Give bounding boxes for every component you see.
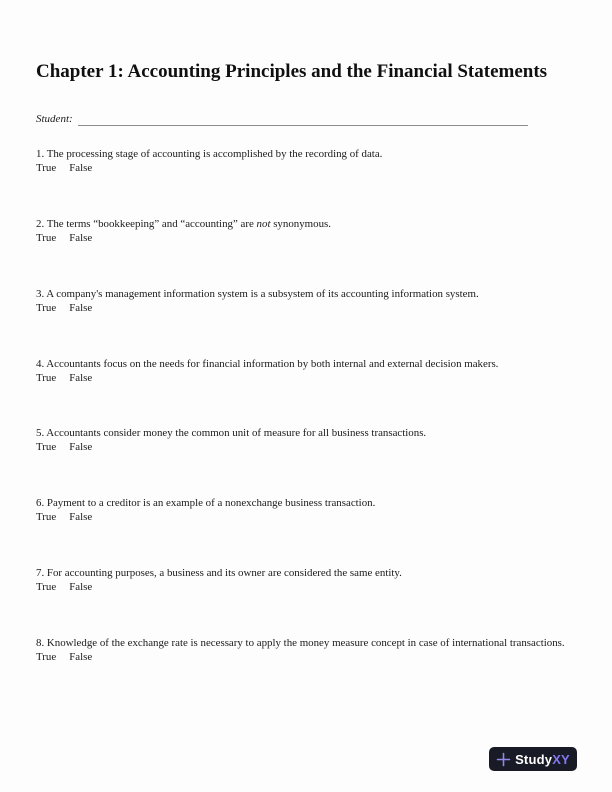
question-text: 2. The terms “bookkeeping” and “accounting” are not synonymous. [36,218,331,230]
answer-options-row [36,440,596,454]
student-name-row [36,112,528,126]
true-option[interactable]: True [36,651,57,663]
plus-icon [496,752,511,767]
student-name-blank [78,112,528,126]
question-item [36,566,596,594]
false-option[interactable]: False [69,162,93,174]
question-text: 5. Accountants consider money the common unit of measure for all business transactions. [36,427,427,439]
answer-options-row [36,510,596,524]
answer-options-row [36,161,596,175]
true-option[interactable]: True [36,511,57,523]
question-text: 6. Payment to a creditor is an example of a nonexchange business transaction. [36,497,376,509]
answer-options-row [36,580,596,594]
false-option[interactable]: False [69,511,93,523]
question-item [36,426,596,454]
false-option[interactable]: False [69,302,93,314]
false-option[interactable]: False [69,232,93,244]
studyxy-logo [489,747,577,771]
question-text: 8. Knowledge of the exchange rate is necessary to apply the money measure concept in case of international transactions. [36,637,565,649]
question-item [36,147,596,175]
true-option[interactable]: True [36,302,57,314]
false-option[interactable]: False [69,651,93,663]
logo-text-xy: XY [552,751,570,767]
question-text: 7. For accounting purposes, a business and its owner are considered the same entity. [36,567,402,579]
false-option[interactable]: False [69,581,93,593]
question-item [36,496,596,524]
question-item [36,217,596,245]
page-title: Chapter 1: Accounting Principles and the Financial Statements [36,61,548,82]
answer-options-row [36,301,596,315]
answer-options-row [36,371,596,385]
question-item [36,287,596,315]
question-text: 4. Accountants focus on the needs for financial information by both internal and external decision makers. [36,358,499,370]
question-text: 3. A company's management information system is a subsystem of its accounting information system. [36,288,479,300]
logo-wordmark [515,752,570,767]
false-option[interactable]: False [69,372,93,384]
false-option[interactable]: False [69,441,93,453]
true-option[interactable]: True [36,581,57,593]
true-option[interactable]: True [36,441,57,453]
student-label: Student: [36,113,73,125]
true-option[interactable]: True [36,232,57,244]
question-item [36,357,596,385]
question-item [36,636,596,664]
answer-options-row [36,650,596,664]
question-text: 1. The processing stage of accounting is accomplished by the recording of data. [36,148,383,160]
answer-options-row [36,231,596,245]
logo-text-study: Study [515,751,553,767]
true-option[interactable]: True [36,162,57,174]
true-option[interactable]: True [36,372,57,384]
